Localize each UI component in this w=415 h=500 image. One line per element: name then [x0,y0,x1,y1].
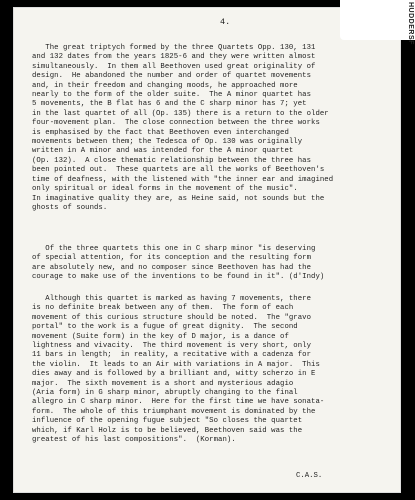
archive-label-text: HUDDERSF [407,2,414,45]
paragraph-dindy-quote: Of the three quartets this one in C sharp minor "is deserving of special attention, for its conception and the resulting form are absolutely new, and no composer since Beethoven has had the courage to make use of the inventions to be found in it". (d'Indy) [32,245,325,282]
page-number: 4. [220,17,231,27]
author-initials: C.A.S. [296,472,323,480]
paragraph-triptych: The great triptych formed by the three Quartets Opp. 130, 131 and 132 dates from the years 1825-6 and they were written almost simultaneously. In them all Beethoven used great originality of design. He abandoned the number and order of quartet movements and, in their freedom and changing moods, he approached more nearly to the form of the older suite. The A minor quartet has 5 movements, the B flat has 6 and the C sharp minor has 7; yet in the last quartet of all (Op. 135) there is a return to the older four-movement plan. The close connection between the three works is emphasised by the fact that Beethoven even interchanged movements between them; the Tedesca of Op. 130 was originally written in A minor and was intended for the A minor quartet (Op. 132). A close thematic relationship between the three has been pointed out. These quartets are all the works of Beethoven's time of deafness, with the listened with "the inner ear and imagined only spiritual or ideal forms in the movement of the music". In imaginative quality they are, as Heine said, not sounds but the ghosts of sounds. [32,44,334,212]
typed-page [14,8,400,492]
paragraph-movements: Although this quartet is marked as having 7 movements, there is no definite break between any of them. The form of each movement of this curious structure should be noted. The "gravo portal" to the work is a fugue of great dignity. The second movement (Suite form) in the key of D major, is a dance of lightness and vivacity. The third movement is very short, only 11 bars in length; in reality, a recitative with a cadenza for the violin. It leads to an Air with variations in A major. This dies away and is followed by a brilliant and, witty scherzo in E major. The sixth movement is a short and mysterious adagio (Aria form) in G sharp minor, abruptly changing to the final allegro in C sharp minor. Here for the first time we have sonata- form. The whole of this triumphant movement is dominated by the influence of the opening fugue subject "So closes the quartet which, if Karl Holz is to be believed, Beethoven said was the greatest of his last compositions". (Korman). [32,295,325,445]
